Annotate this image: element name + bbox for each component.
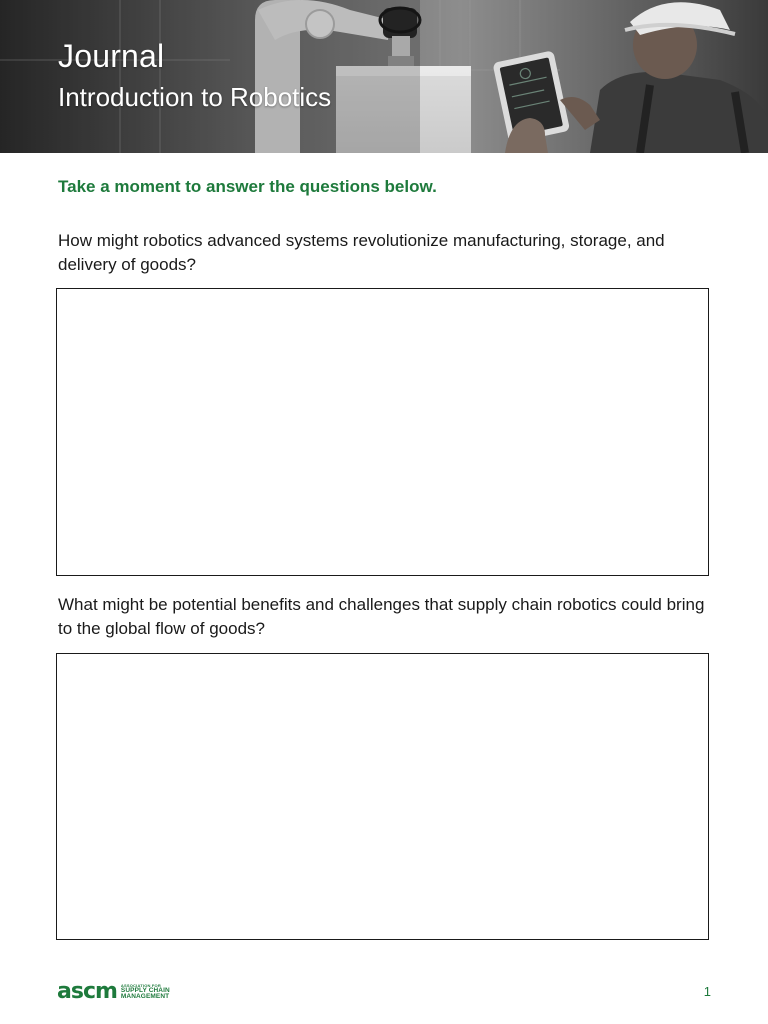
page-subtitle: Introduction to Robotics (58, 82, 332, 112)
answer-box-2[interactable] (56, 653, 709, 940)
page-number: 1 (703, 984, 711, 999)
logo-line-1: SUPPLY CHAIN (120, 986, 170, 994)
page-title: Journal (58, 38, 165, 74)
ascm-logo (57, 981, 170, 1003)
logo-small-line: ASSOCIATION FOR (120, 982, 161, 988)
ascm-logo-icon: ascm (57, 979, 117, 1004)
logo-line-2: MANAGEMENT (120, 993, 170, 1000)
instruction-text: Take a moment to answer the questions below. (58, 177, 437, 196)
question-1: How might robotics advanced systems revolutionize manufacturing, storage, and delivery of goods? (58, 231, 665, 274)
header-banner (0, 0, 768, 153)
question-2: What might be potential benefits and challenges that supply chain robotics could bring to the global flow of goods? (58, 595, 705, 638)
ascm-logo-text (121, 984, 170, 1001)
answer-box-1[interactable] (56, 288, 709, 576)
robot-arm-photo (0, 0, 768, 153)
